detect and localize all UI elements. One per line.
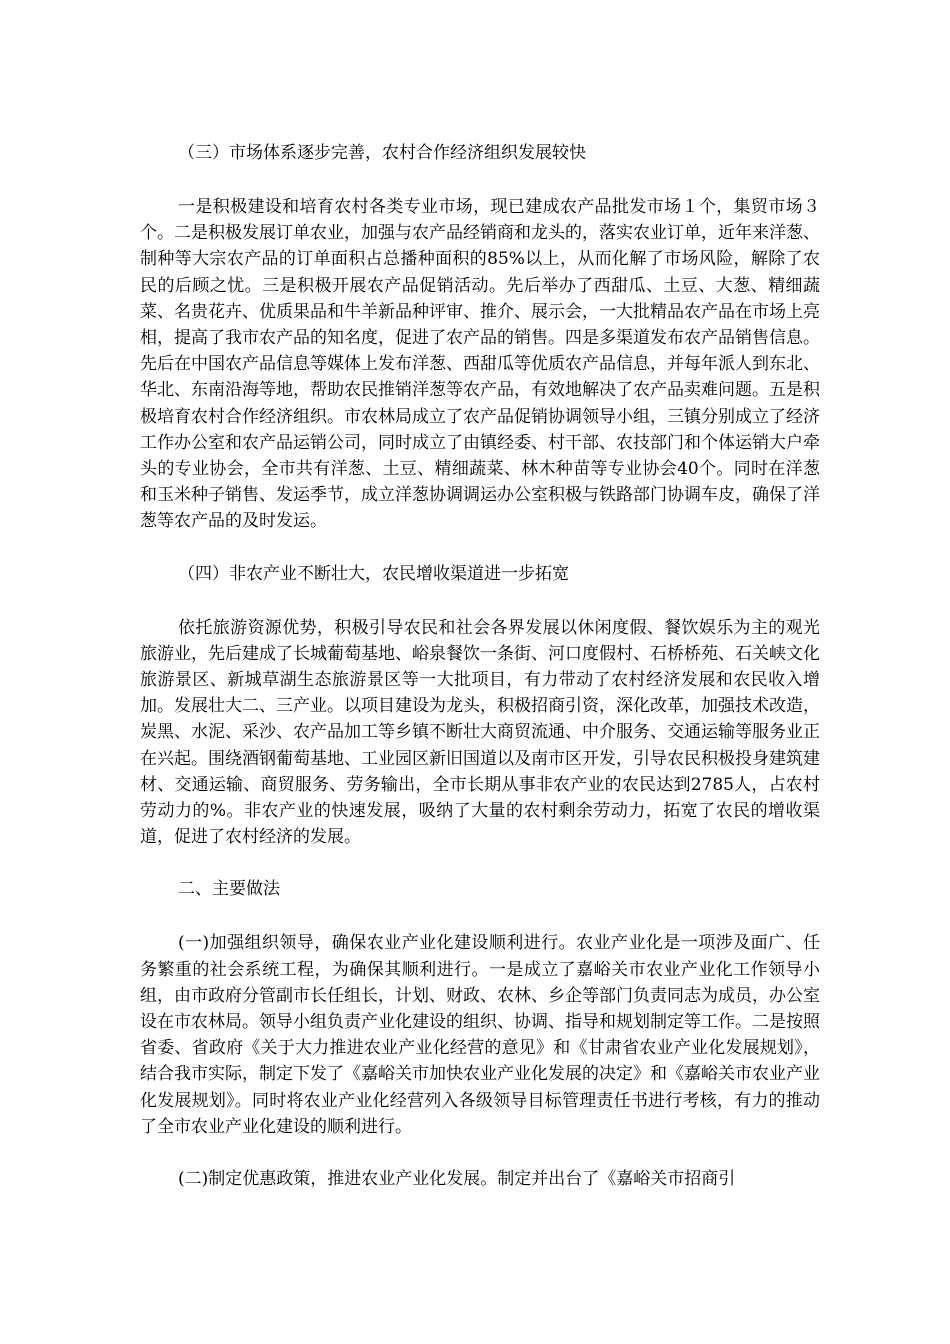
paragraph-organization-leadership: (一)加强组织领导，确保农业产业化建设顺利进行。农业产业化是一项涉及面广、任务繁重的社会系统工程，为确保其顺利进行。一是成立了嘉峪关市农业产业化工作领导小组，由市政府分管副市长任组长，计划、财政、农林、乡企等部门负责同志为成员，办公室设在市农林局。领导小组负责产业化建设的组织、协调、指导和规划制定等工作。二是按照省委、省政府《关于大力推进农业产业化经营的意见》和《甘肃省农业产业化发展规划》，结合我市实际，制定下发了《嘉峪关市加快农业产业化发展的决定》和《嘉峪关市农业产业化发展规划》。同时将农业产业化经营列入各级领导目标管理责任书进行考核，有力的推动了全市农业产业化建设的顺利进行。 xyxy=(140,933,820,1137)
spacer xyxy=(140,587,820,615)
spacer xyxy=(140,166,820,194)
paragraph-preferential-policy: (二)制定优惠政策，推进农业产业化发展。制定并出台了《嘉峪关市招商引 xyxy=(178,1169,736,1190)
paragraph-non-agricultural: 依托旅游资源优势，积极引导农民和社会各界发展以休闲度假、餐饮娱乐为主的观光旅游业，先后建成了长城葡萄基地、峪泉餐饮一条街、河口度假村、石桥桥苑、石关峡文化旅游景区、新城草湖生态旅游景区等一大批项目，有力带动了农村经济发展和农民收入增加。发展壮大二、三产业。以项目建设为龙头，积极招商引资，深化改革，加强技术改造，炭黑、水泥、采沙、农产品加工等乡镇不断壮大商贸流通、中介服务、交通运输等服务业正在兴起。围绕酒钢葡萄基地、工业园区新旧国道以及南市区开发，引导农民积极投身建筑建材、交通运输、商贸服务、劳务输出，全市长期从事非农产业的农民达到2785人，占农村劳动力的%。非农产业的快速发展，吸纳了大量的农村剩余劳动力，拓宽了农民的增收渠道，促进了农村经济的发展。 xyxy=(140,617,820,848)
section-heading-market-system: （三）市场体系逐步完善，农村合作经济组织发展较快 xyxy=(178,143,586,163)
paragraph-market-system: 一是积极建设和培育农村各类专业市场，现已建成农产品批发市场１个，集贸市场３个。二是积极发展订单农业，加强与农产品经销商和龙头的，落实农业订单，近年来洋葱、制种等大宗农产品的订单面积占总播种面积的85%以上，从而化解了市场风险，解除了农民的后顾之忧。三是积极开展农产品促销活动。先后举办了西甜瓜、土豆、大葱、精细蔬菜、名贵花卉、优质果品和牛羊新品种评审、推介、展示会，一大批精品农产品在市场上亮相，提高了我市农产品的知名度，促进了农产品的销售。四是多渠道发布农产品销售信息。先后在中国农产品信息等媒体上发布洋葱、西甜瓜等优质农产品信息，并每年派人到东北、华北、东南沿海等地，帮助农民推销洋葱等农产品，有效地解决了农产品卖难问题。五是积极培育农村合作经济组织。市农林局成立了农产品促销协调领导小组，三镇分别成立了经济工作办公室和农产品运销公司，同时成立了由镇经委、村干部、农技部门和个体运销大户牵头的专业协会，全市共有洋葱、土豆、精细蔬菜、林木种苗等专业协会40个。同时在洋葱和玉米种子销售、发运季节，成立洋葱协调调运办公室积极与铁路部门协调车皮，确保了洋葱等农产品的及时发运。 xyxy=(140,197,820,532)
spacer xyxy=(140,1140,820,1166)
spacer xyxy=(140,535,820,561)
spacer xyxy=(140,850,820,876)
section-heading-non-agricultural: （四）非农产业不断壮大，农民增收渠道进一步拓宽 xyxy=(178,563,569,584)
section-heading-main-practices: 二、主要做法 xyxy=(178,879,280,900)
spacer xyxy=(140,902,820,930)
